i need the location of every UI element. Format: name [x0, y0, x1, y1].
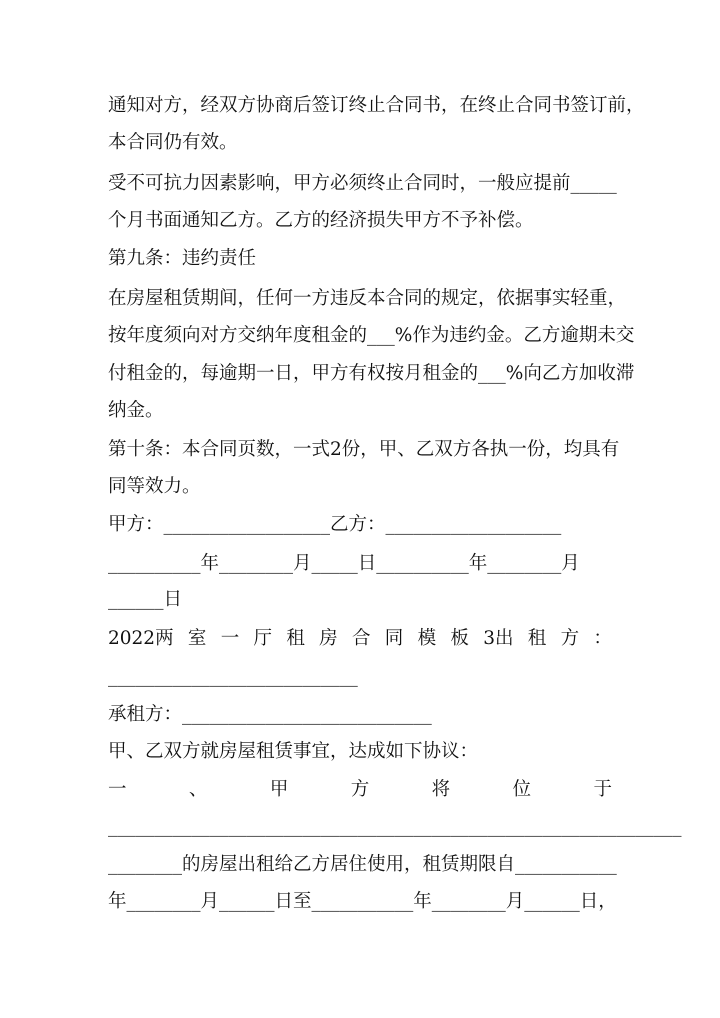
- paragraph-line: 按年度须向对方交纳年度租金的___%作为违约金。乙方逾期未交: [108, 325, 635, 346]
- paragraph-line: 付租金的，每逾期一日，甲方有权按月租金的___%向乙方加收滞: [108, 363, 635, 384]
- title-word: 3出: [483, 628, 514, 649]
- article-word: 于: [593, 779, 612, 800]
- article-word: 一: [108, 779, 127, 800]
- contract-title-line: [108, 627, 612, 651]
- title-word: 2022两: [108, 628, 174, 649]
- section-heading-article-10: 第十条：本合同页数，一式2份，甲、乙双方各执一份，均具有: [108, 439, 620, 460]
- title-word: 房: [319, 628, 338, 649]
- title-word: 租: [286, 628, 305, 649]
- paragraph-line: 个月书面通知乙方。乙方的经济损失甲方不予补偿。: [108, 210, 534, 231]
- article-word: 将: [431, 779, 451, 800]
- paragraph-line: 在房屋租赁期间，任何一方违反本合同的规定，依据事实轻重，: [108, 288, 627, 309]
- title-word: 同: [384, 628, 404, 649]
- title-word: 租: [527, 628, 547, 649]
- article-word: 方: [350, 779, 370, 800]
- title-word: 厅: [253, 628, 273, 649]
- lessee-line: 承租方：___________________________: [108, 704, 432, 725]
- title-word: 板: [450, 628, 469, 649]
- title-word: 模: [417, 628, 437, 649]
- paragraph-line: 受不可抗力因素影响，甲方必须终止合同时，一般应提前_____: [108, 173, 617, 194]
- paragraph-line: 通知对方，经双方协商后签订终止合同书，在终止合同书签订前，: [108, 95, 645, 116]
- paragraph-line: 同等效力。: [108, 476, 201, 497]
- lessor-blank-line: ___________________________: [108, 666, 358, 687]
- paragraph-line: ________的房屋出租给乙方居住使用，租赁期限自___________: [108, 854, 617, 875]
- paragraph-line: 纳金。: [108, 400, 164, 421]
- address-blank-line: ______________________________________________________________: [108, 816, 682, 837]
- section-heading-article-9: 第九条：违约责任: [108, 248, 257, 269]
- title-word: 方: [560, 628, 580, 649]
- agreement-intro: 甲、乙双方就房屋租赁事宜，达成如下协议：: [108, 741, 479, 762]
- title-word: 室: [187, 628, 207, 649]
- date-line: __________年________月_____日__________年________月: [108, 553, 580, 574]
- date-line: ______日: [108, 589, 183, 610]
- title-word: 合: [351, 628, 371, 649]
- signature-line: 甲方：__________________乙方：___________________: [108, 514, 562, 535]
- article-one-line: [108, 778, 612, 802]
- article-word: 位: [512, 779, 532, 800]
- article-word: 甲: [269, 779, 289, 800]
- article-word: 、: [188, 779, 208, 800]
- paragraph-line: 年________月______日至___________年________月______日，: [108, 891, 617, 912]
- title-word: ：: [593, 628, 612, 649]
- paragraph-line: 本合同仍有效。: [108, 132, 238, 153]
- title-word: 一: [220, 628, 240, 649]
